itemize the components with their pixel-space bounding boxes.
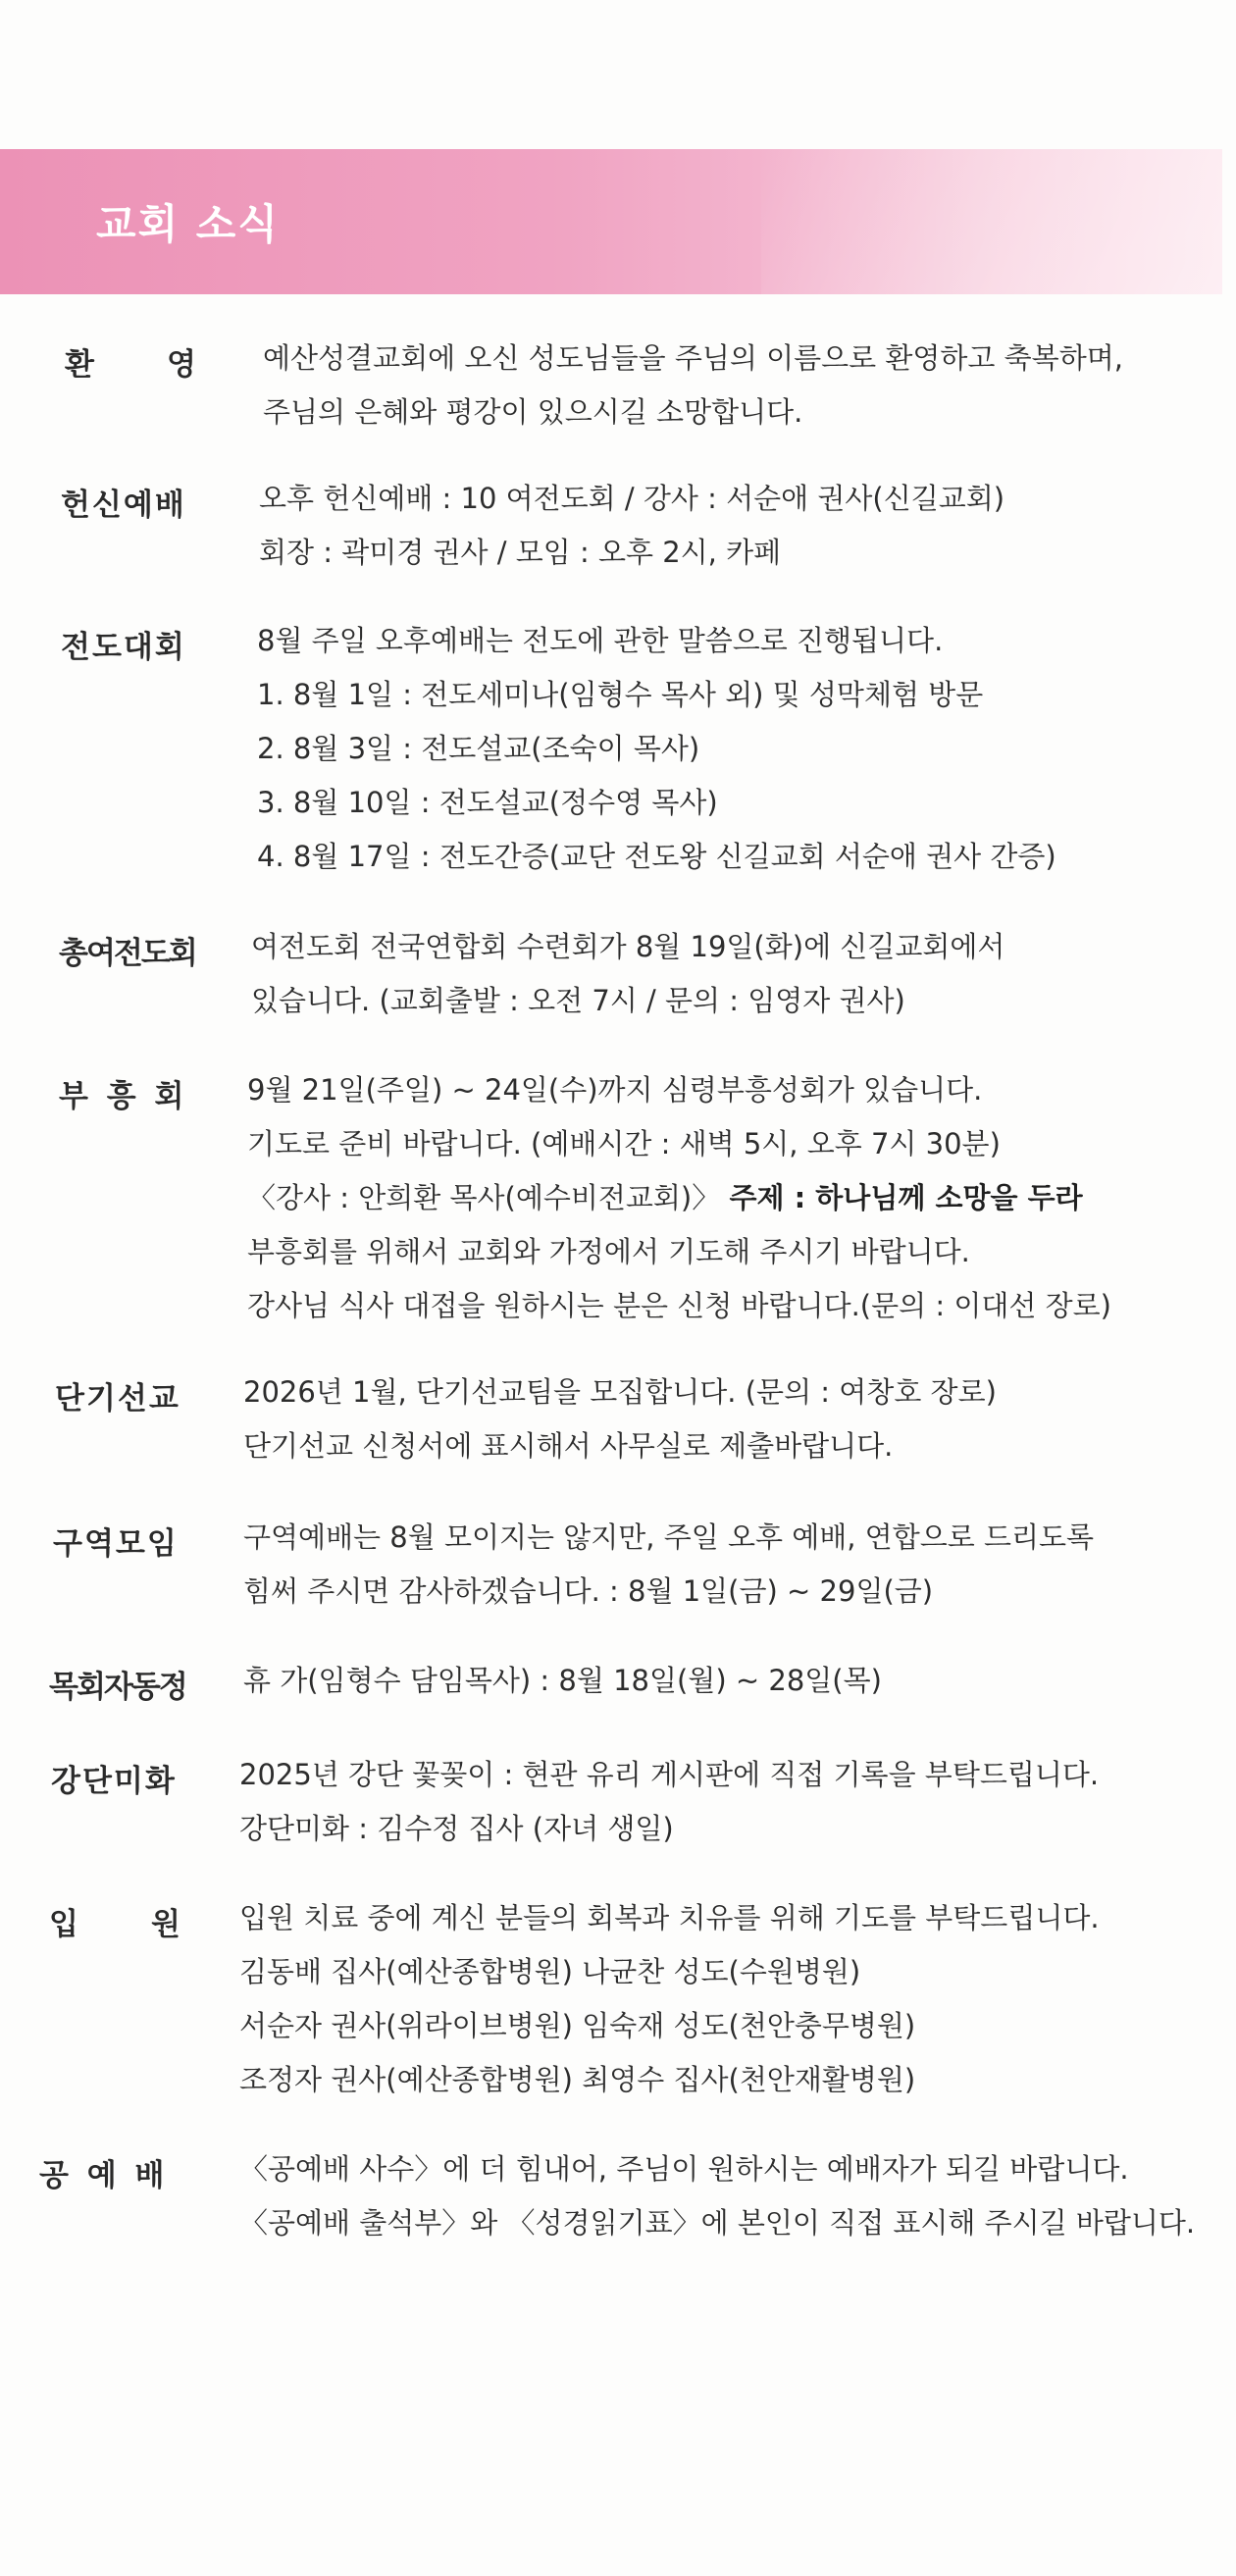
news-line: 강사님 식사 대접을 원하시는 분은 신청 바랍니다.(문의 : 이대선 장로) bbox=[247, 1289, 1111, 1322]
news-line: 주님의 은혜와 평강이 있으시길 소망합니다. bbox=[263, 395, 803, 429]
news-body bbox=[251, 920, 1212, 1028]
news-line: 부흥회를 위해서 교회와 가정에서 기도해 주시기 바랍니다. bbox=[247, 1235, 970, 1268]
news-body bbox=[243, 1654, 1205, 1708]
news-line: 구역예배는 8월 모이지는 않지만, 주일 오후 예배, 연합으로 드리도록 bbox=[243, 1520, 1095, 1554]
news-line: 입원 치료 중에 계신 분들의 회복과 치유를 위해 기도를 부탁드립니다. bbox=[239, 1901, 1100, 1934]
news-label: 구역모임 bbox=[53, 1526, 179, 1562]
news-label: 전도대회 bbox=[61, 630, 186, 665]
news-line: 2025년 강단 꽃꽂이 : 현관 유리 게시판에 직접 기록을 부탁드립니다. bbox=[239, 1758, 1100, 1791]
news-label: 목회자동정 bbox=[49, 1670, 186, 1705]
news-line: 조정자 권사(예산종합병원) 최영수 집사(천안재활병원) bbox=[239, 2063, 916, 2096]
news-line bbox=[247, 1171, 1209, 1225]
news-body bbox=[243, 1511, 1205, 1619]
news-label: 환 영 bbox=[65, 347, 200, 383]
news-line: 김동배 집사(예산종합병원) 나균찬 성도(수원병원) bbox=[239, 1955, 861, 1988]
news-line: 2. 8월 3일 : 전도설교(조숙이 목사) bbox=[257, 732, 700, 765]
news-label: 단기선교 bbox=[55, 1381, 180, 1417]
news-body bbox=[259, 472, 1220, 580]
news-line: 오후 헌신예배 : 10 여전도회 / 강사 : 서순애 권사(신길교회) bbox=[259, 482, 1005, 515]
news-line: 기도로 준비 바랍니다. (예배시간 : 새벽 5시, 오후 7시 30분) bbox=[247, 1127, 1001, 1160]
news-line: 1. 8월 1일 : 전도세미나(임형수 목사 외) 및 성막체험 방문 bbox=[257, 678, 984, 711]
news-line: 휴 가(임형수 담임목사) : 8월 18일(월) ~ 28일(목) bbox=[243, 1664, 882, 1697]
news-body bbox=[239, 2142, 1201, 2250]
page-title: 교회 소식 bbox=[96, 200, 280, 248]
news-label: 헌신예배 bbox=[61, 488, 186, 523]
news-body bbox=[247, 1063, 1209, 1333]
news-body bbox=[263, 332, 1224, 439]
news-line: 3. 8월 10일 : 전도설교(정수영 목사) bbox=[257, 786, 718, 819]
news-label: 부 흥 회 bbox=[59, 1079, 188, 1114]
news-line: 〈공예배 출석부〉와 〈성경읽기표〉에 본인이 직접 표시해 주시길 바랍니다. bbox=[239, 2206, 1196, 2240]
news-line: 강단미화 : 김수정 집사 (자녀 생일) bbox=[239, 1812, 674, 1845]
news-line: 예산성결교회에 오신 성도님들을 주님의 이름으로 환영하고 축복하며, bbox=[263, 341, 1123, 375]
news-line: 〈공예배 사수〉에 더 힘내어, 주님이 원하시는 예배자가 되길 바랍니다. bbox=[239, 2152, 1129, 2186]
news-line: 있습니다. (교회출발 : 오전 7시 / 문의 : 임영자 권사) bbox=[251, 984, 905, 1017]
news-line: 9월 21일(주일) ~ 24일(수)까지 심령부흥성회가 있습니다. bbox=[247, 1073, 983, 1107]
news-label: 총여전도회 bbox=[59, 936, 196, 971]
revival-theme: 주제 : 하나님께 소망을 두라 bbox=[729, 1181, 1083, 1214]
news-line: 힘써 주시면 감사하겠습니다. : 8월 1일(금) ~ 29일(금) bbox=[243, 1574, 934, 1608]
news-line: 서순자 권사(위라이브병원) 임숙재 성도(천안충무병원) bbox=[239, 2009, 916, 2042]
news-body bbox=[257, 614, 1218, 884]
news-line: 4. 8월 17일 : 전도간증(교단 전도왕 신길교회 서순애 권사 간증) bbox=[257, 840, 1056, 873]
news-body bbox=[243, 1365, 1205, 1473]
news-line: 단기선교 신청서에 표시해서 사무실로 제출바랍니다. bbox=[243, 1429, 894, 1463]
news-body bbox=[239, 1748, 1201, 1856]
news-line: 8월 주일 오후예배는 전도에 관한 말씀으로 진행됩니다. bbox=[257, 624, 944, 657]
news-line: 2026년 1월, 단기선교팀을 모집합니다. (문의 : 여창호 장로) bbox=[243, 1375, 997, 1409]
news-line: 여전도회 전국연합회 수련회가 8월 19일(화)에 신길교회에서 bbox=[251, 930, 1005, 963]
speaker-info: 〈강사 : 안희환 목사(예수비전교회)〉 bbox=[247, 1181, 721, 1214]
news-body bbox=[239, 1891, 1201, 2107]
news-line: 회장 : 곽미경 권사 / 모임 : 오후 2시, 카페 bbox=[259, 536, 782, 569]
news-label: 공 예 배 bbox=[39, 2158, 169, 2193]
news-label: 입 원 bbox=[49, 1907, 184, 1942]
news-label: 강단미화 bbox=[51, 1764, 177, 1799]
